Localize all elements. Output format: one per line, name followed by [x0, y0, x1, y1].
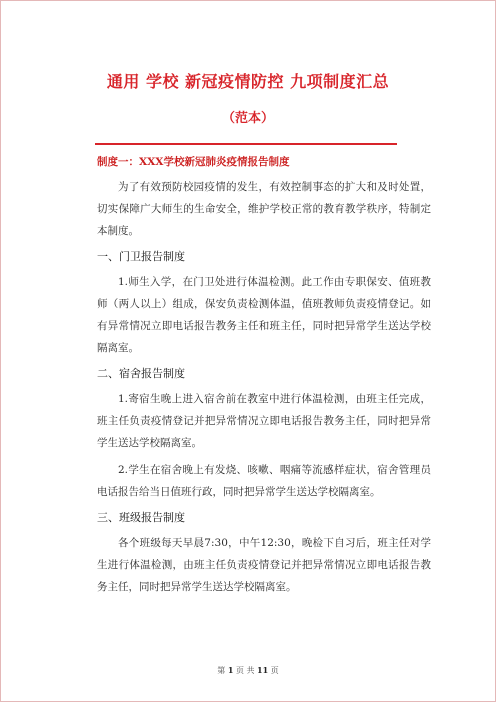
total-page-count: 11 [257, 665, 269, 675]
document-body [97, 153, 431, 603]
footer-suffix: 页 [270, 666, 279, 675]
chapter-heading: 制度一：XXX学校新冠肺炎疫情报告制度 [97, 156, 290, 168]
section-heading-dorm: 二、宿舍报告制度 [97, 367, 185, 380]
dorm-paragraph-2: 2.学生在宿舍晚上有发烧、咳嗽、咽痛等流感样症状，宿舍管理员电话报告给当日值班行政，同时把异常学生送达学校隔离室。 [97, 464, 431, 498]
class-paragraph-1: 各个班级每天早晨7:30，中午12:30，晚检下自习后，班主任对学生进行体温检测，由班主任负责疫情登记并把异常情况立即电话报告教务主任，同时把异常学生送达学校隔离室。 [97, 537, 431, 593]
gate-paragraph-1: 1.师生入学，在门卫处进行体温检测。此工作由专职保安、值班教师（两人以上）组成，保安负责检测体温，值班教师负责疫情登记。如有异常情况立即电话报告教务主任和班主任，同时把异常学生送达学校隔离室。 [97, 276, 431, 354]
title-divider [95, 143, 397, 145]
document-subtitle: （范本） [221, 111, 274, 126]
section-heading-gate: 一、门卫报告制度 [97, 250, 185, 263]
dorm-paragraph-1: 1.寄宿生晚上进入宿舍前在教室中进行体温检测，由班主任完成，班主任负责疫情登记并把异常情况立即电话报告教务主任，同时把异常学生送达学校隔离室。 [97, 393, 431, 449]
page-footer [1, 665, 495, 676]
current-page-number: 1 [227, 665, 234, 675]
footer-prefix: 第 [217, 666, 226, 675]
footer-middle: 页 共 [235, 666, 255, 675]
document-title: 通用 学校 新冠疫情防控 九项制度汇总 [106, 72, 390, 91]
intro-paragraph: 为了有效预防校园疫情的发生，有效控制事态的扩大和及时处置，切实保障广大师生的生命安全，维护学校正常的教育教学秩序，特制定本制度。 [97, 181, 431, 237]
section-heading-class: 三、班级报告制度 [97, 511, 185, 524]
